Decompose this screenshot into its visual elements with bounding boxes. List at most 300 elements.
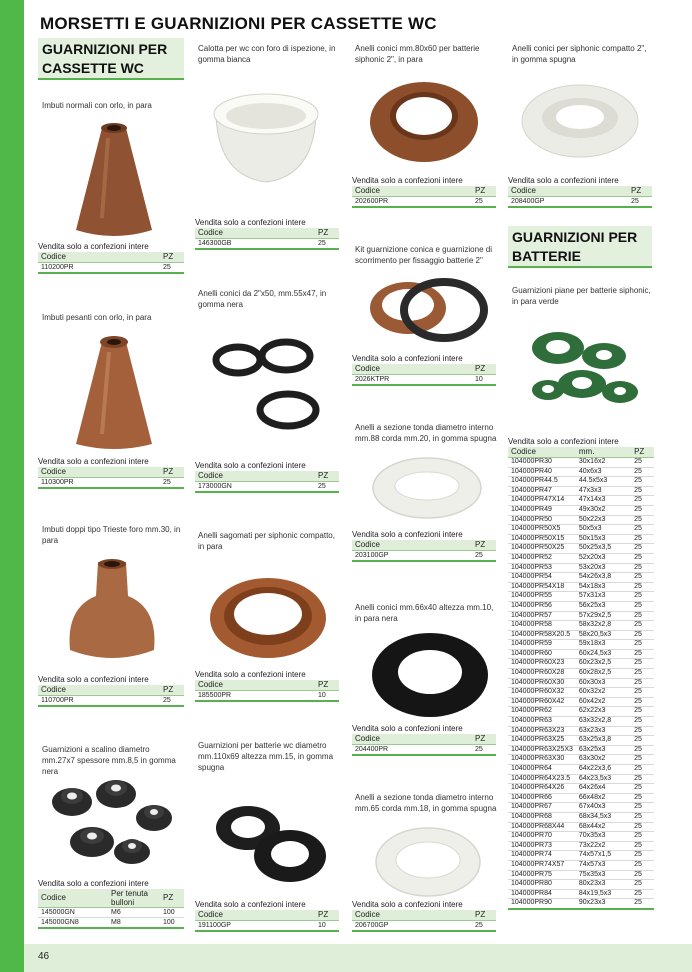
- col-codice: Codice: [508, 447, 576, 458]
- vendita-note: Vendita solo a confezioni intere: [508, 437, 619, 446]
- vendita-note: Vendita solo a confezioni intere: [38, 879, 149, 888]
- code-cell: 104000PR50X15: [508, 534, 576, 544]
- pz-cell: 25: [160, 696, 184, 707]
- pz-cell: 25: [631, 573, 654, 583]
- mm-cell: 56x25x3: [576, 601, 631, 611]
- code-cell: 104000PR59: [508, 640, 576, 650]
- product-description: Anelli a sezione tonda diametro interno mm.88 corda mm.20, in gomma spugna: [355, 423, 497, 443]
- product-image-imbuto-doppio: [62, 556, 162, 666]
- table-row: [508, 477, 654, 487]
- product-table: [508, 186, 652, 208]
- code-cell: 185500PR: [195, 691, 315, 702]
- pz-cell: 25: [631, 669, 654, 679]
- product-description: Imbuti doppi tipo Trieste foro mm.30, in para: [42, 525, 181, 545]
- mm-cell: 60x32x2: [576, 688, 631, 698]
- pz-cell: 25: [631, 621, 654, 631]
- section-header-batterie: [508, 226, 652, 268]
- table-row: [508, 688, 654, 698]
- mm-cell: 64x22x3,6: [576, 765, 631, 775]
- table-row: [508, 544, 654, 554]
- code-cell: 145000GN: [38, 908, 108, 918]
- code-cell: 104000PR63X23: [508, 726, 576, 736]
- mm-cell: 67x40x3: [576, 803, 631, 813]
- table-row: [508, 458, 654, 468]
- col-codice: Codice: [195, 910, 315, 921]
- pz-cell: 25: [631, 774, 654, 784]
- col-mm: mm.: [576, 447, 631, 458]
- mm-cell: 75x35x3: [576, 870, 631, 880]
- mm-cell: 64x23,5x3: [576, 774, 631, 784]
- table-row: [508, 467, 654, 477]
- table-row: [508, 621, 654, 631]
- code-cell: 104000PR70: [508, 832, 576, 842]
- mm-cell: 74x57x1,5: [576, 851, 631, 861]
- section-header-wc: [38, 38, 184, 80]
- page-footer: [24, 944, 692, 972]
- col-tenuta: Per tenuta bulloni: [108, 889, 160, 908]
- code-cell: 104000PR74X57: [508, 860, 576, 870]
- product-description: Anelli conici mm.66x40 altezza mm.10, in para nera: [355, 603, 494, 623]
- product-table: [195, 228, 339, 250]
- code-cell: 104000PR47: [508, 486, 576, 496]
- col-pz: PZ: [472, 364, 496, 375]
- col-codice: Codice: [195, 680, 315, 691]
- col-pz: PZ: [628, 186, 652, 197]
- mm-cell: 60x30x3: [576, 678, 631, 688]
- pz-cell: 25: [631, 611, 654, 621]
- mm-cell: 62x22x3: [576, 707, 631, 717]
- col-pz: PZ: [160, 685, 184, 696]
- code-cell: 104000PR74: [508, 851, 576, 861]
- product-description: Anelli conici da 2"x50, mm.55x47, in gomma nera: [198, 289, 327, 309]
- mm-cell: 60x28x2,5: [576, 669, 631, 679]
- col-pz: PZ: [160, 467, 184, 478]
- pz-cell: 100: [160, 918, 184, 929]
- pz-cell: 25: [631, 697, 654, 707]
- page-title: MORSETTI E GUARNIZIONI PER CASSETTE WC: [40, 14, 437, 33]
- code-cell: 104000PR75: [508, 870, 576, 880]
- product-description: Calotta per wc con foro di ispezione, in gomma bianca: [198, 44, 336, 64]
- table-row: [508, 563, 654, 573]
- code-cell: 104000PR64: [508, 765, 576, 775]
- code-cell: 146300GB: [195, 239, 315, 250]
- mm-cell: 47x14x3: [576, 496, 631, 506]
- code-cell: 104000PR62: [508, 707, 576, 717]
- pz-cell: 25: [631, 458, 654, 468]
- code-cell: 208400GP: [508, 197, 628, 208]
- pz-cell: 25: [631, 860, 654, 870]
- table-row: [508, 630, 654, 640]
- code-cell: 104000PR60X28: [508, 669, 576, 679]
- col-pz: PZ: [160, 889, 184, 908]
- product-image-anello-conico-para: [364, 70, 484, 170]
- pz-cell: 25: [631, 477, 654, 487]
- vendita-note: Vendita solo a confezioni intere: [352, 354, 463, 363]
- pz-cell: 25: [631, 717, 654, 727]
- pz-cell: 10: [315, 691, 339, 702]
- col-codice: Codice: [508, 186, 628, 197]
- mm-cell: 80x23x3: [576, 880, 631, 890]
- pz-cell: 25: [631, 601, 654, 611]
- product-image-anello-tondo-piccolo: [370, 822, 486, 902]
- pz-cell: 25: [631, 582, 654, 592]
- col-codice: Codice: [38, 467, 160, 478]
- code-cell: 191100GP: [195, 921, 315, 932]
- mm-cell: 63x23x3: [576, 726, 631, 736]
- code-cell: 204400PR: [352, 745, 472, 756]
- code-cell: 104000PR50X5: [508, 525, 576, 535]
- table-row: [508, 880, 654, 890]
- pz-cell: 25: [631, 851, 654, 861]
- code-cell: 104000PR58: [508, 621, 576, 631]
- product-image-kit-guarnizione: [364, 272, 488, 348]
- pz-cell: 25: [631, 525, 654, 535]
- code-cell: 104000PR60X23: [508, 659, 576, 669]
- pz-cell: 25: [631, 563, 654, 573]
- pz-cell: 25: [631, 803, 654, 813]
- table-row: [508, 515, 654, 525]
- code-cell: 104000PR52: [508, 553, 576, 563]
- mm-cell: 70x35x3: [576, 832, 631, 842]
- vendita-note: Vendita solo a confezioni intere: [38, 457, 149, 466]
- pz-cell: 25: [628, 197, 652, 208]
- col-pz: PZ: [160, 252, 184, 263]
- table-row: [508, 765, 654, 775]
- product-image-anello-sagomato: [206, 570, 330, 666]
- mm-cell: 64x26x4: [576, 784, 631, 794]
- vendita-note: Vendita solo a confezioni intere: [508, 176, 619, 185]
- pz-cell: 25: [631, 515, 654, 525]
- vendita-note: Vendita solo a confezioni intere: [352, 530, 463, 539]
- mm-cell: 63x25x3,8: [576, 736, 631, 746]
- mm-cell: 54x26x3,8: [576, 573, 631, 583]
- pz-cell: 25: [631, 745, 654, 755]
- table-row: [508, 793, 654, 803]
- table-row: [508, 611, 654, 621]
- mm-cell: 60x24,5x3: [576, 649, 631, 659]
- table-row: [508, 553, 654, 563]
- table-row: [508, 736, 654, 746]
- pz-cell: 25: [631, 899, 654, 909]
- vendita-note: Vendita solo a confezioni intere: [195, 900, 306, 909]
- mm-cell: 63x30x2: [576, 755, 631, 765]
- table-row: [508, 582, 654, 592]
- code-cell: 104000PR57: [508, 611, 576, 621]
- code-cell: 104000PR68X44: [508, 822, 576, 832]
- code-cell: 104000PR44.5: [508, 477, 576, 487]
- table-row: [508, 678, 654, 688]
- mm-cell: 58x32x2,8: [576, 621, 631, 631]
- col-codice: Codice: [352, 540, 472, 551]
- col-pz: PZ: [472, 734, 496, 745]
- code-cell: 104000PR64X26: [508, 784, 576, 794]
- pz-cell: 25: [631, 659, 654, 669]
- pz-cell: 25: [160, 478, 184, 489]
- product-description: Kit guarnizione conica e guarnizione di scorrimento per fissaggio batterie 2": [355, 245, 492, 265]
- mm-cell: 68x34,5x3: [576, 812, 631, 822]
- pz-cell: 25: [472, 551, 496, 562]
- mm-cell: 44.5x5x3: [576, 477, 631, 487]
- vendita-note: Vendita solo a confezioni intere: [352, 900, 463, 909]
- code-cell: 173000GN: [195, 482, 315, 493]
- batterie-table: [508, 447, 654, 910]
- table-row: [508, 851, 654, 861]
- pz-cell: 25: [631, 496, 654, 506]
- pz-cell: 25: [631, 880, 654, 890]
- col-codice: Codice: [38, 889, 108, 908]
- table-row: [508, 812, 654, 822]
- col-codice: Codice: [352, 364, 472, 375]
- mm-cell: 60x23x2,5: [576, 659, 631, 669]
- vendita-note: Vendita solo a confezioni intere: [352, 724, 463, 733]
- code-cell: 104000PR53: [508, 563, 576, 573]
- product-image-anello-tondo-bianco: [368, 452, 486, 524]
- table-row: [508, 841, 654, 851]
- table-row: [508, 889, 654, 899]
- pz-cell: 25: [472, 197, 496, 208]
- pz-cell: 25: [631, 755, 654, 765]
- pz-cell: 25: [631, 505, 654, 515]
- table-row: [508, 573, 654, 583]
- pz-cell: 25: [315, 239, 339, 250]
- table-row: [508, 822, 654, 832]
- table-row: [508, 697, 654, 707]
- mm-cell: 50x15x3: [576, 534, 631, 544]
- code-cell: 104000PR50X25: [508, 544, 576, 554]
- product-description: Anelli conici mm.80x60 per batterie siphonic 2", in para: [355, 44, 480, 64]
- table-row: [508, 899, 654, 909]
- mm-cell: 74x57x3: [576, 860, 631, 870]
- product-image-calotta: [204, 86, 328, 190]
- pz-cell: 25: [472, 921, 496, 932]
- table-row: [508, 784, 654, 794]
- code-cell: 110700PR: [38, 696, 160, 707]
- pz-cell: 25: [631, 726, 654, 736]
- mm-cell: 59x18x3: [576, 640, 631, 650]
- pz-cell: 25: [631, 822, 654, 832]
- product-table: [352, 734, 496, 756]
- col-codice: Codice: [352, 186, 472, 197]
- mm-cell: 53x20x3: [576, 563, 631, 573]
- table-row: [508, 832, 654, 842]
- pz-cell: 25: [631, 688, 654, 698]
- mm-cell: 50x5x3: [576, 525, 631, 535]
- vendita-note: Vendita solo a confezioni intere: [38, 675, 149, 684]
- code-cell: 104000PR49: [508, 505, 576, 515]
- tenuta-cell: M6: [108, 908, 160, 918]
- code-cell: 104000PR63: [508, 717, 576, 727]
- product-image-anello-siphonic-spugna: [518, 78, 642, 164]
- code-cell: 104000PR60X30: [508, 678, 576, 688]
- code-cell: 104000PR90: [508, 899, 576, 909]
- pz-cell: 25: [631, 784, 654, 794]
- table-row: [508, 745, 654, 755]
- code-cell: 104000PR56: [508, 601, 576, 611]
- table-row: [508, 774, 654, 784]
- pz-cell: 25: [631, 889, 654, 899]
- code-cell: 104000PR54: [508, 573, 576, 583]
- table-row: [508, 505, 654, 515]
- col-pz: PZ: [315, 680, 339, 691]
- table-row: [508, 870, 654, 880]
- product-image-anello-conico-nero: [368, 628, 492, 722]
- table-row: [508, 860, 654, 870]
- product-image-anelli-conici-neri: [208, 330, 328, 440]
- code-cell: 104000PR66: [508, 793, 576, 803]
- pz-cell: 10: [472, 375, 496, 386]
- product-table: [195, 680, 339, 702]
- pz-cell: 25: [472, 745, 496, 756]
- table-row: [508, 601, 654, 611]
- table-row: [508, 592, 654, 602]
- mm-cell: 57x31x3: [576, 592, 631, 602]
- col-pz: PZ: [315, 228, 339, 239]
- code-cell: 104000PR63X25: [508, 736, 576, 746]
- product-table: [352, 540, 496, 562]
- pz-cell: 25: [631, 592, 654, 602]
- product-image-imbuto-normale: [72, 118, 156, 238]
- code-cell: 104000PR30: [508, 458, 576, 468]
- col-pz: PZ: [472, 186, 496, 197]
- col-codice: Codice: [195, 471, 315, 482]
- mm-cell: 30x16x2: [576, 458, 631, 468]
- mm-cell: 54x18x3: [576, 582, 631, 592]
- pz-cell: 25: [631, 678, 654, 688]
- mm-cell: 57x29x2,5: [576, 611, 631, 621]
- product-description: Guarnizioni per batterie wc diametro mm.110x69 altezza mm.15, in gomma spugna: [198, 741, 334, 772]
- pz-cell: 25: [631, 467, 654, 477]
- vendita-note: Vendita solo a confezioni intere: [352, 176, 463, 185]
- pz-cell: 25: [631, 553, 654, 563]
- product-table: [195, 471, 339, 493]
- pz-cell: 25: [631, 870, 654, 880]
- mm-cell: 50x25x3,5: [576, 544, 631, 554]
- pz-cell: 100: [160, 908, 184, 918]
- side-accent-bar: [0, 0, 24, 972]
- product-image-guarnizioni-verdi: [520, 320, 640, 420]
- table-row: [508, 707, 654, 717]
- pz-cell: 25: [631, 534, 654, 544]
- pz-cell: 25: [631, 841, 654, 851]
- col-pz: PZ: [315, 471, 339, 482]
- vendita-note: Vendita solo a confezioni intere: [38, 242, 149, 251]
- pz-cell: 25: [631, 793, 654, 803]
- pz-cell: 25: [631, 630, 654, 640]
- product-table: [38, 889, 184, 929]
- col-pz: PZ: [472, 910, 496, 921]
- tenuta-cell: M8: [108, 918, 160, 929]
- product-table: [352, 364, 496, 386]
- mm-cell: 47x3x3: [576, 486, 631, 496]
- mm-cell: 60x42x2: [576, 697, 631, 707]
- product-image-guarnizioni-scalino: [44, 772, 174, 872]
- code-cell: 104000PR84: [508, 889, 576, 899]
- code-cell: 110200PR: [38, 263, 160, 274]
- product-table: [352, 186, 496, 208]
- product-table: [38, 685, 184, 707]
- col-codice: Codice: [352, 734, 472, 745]
- mm-cell: 52x20x3: [576, 553, 631, 563]
- product-description: Anelli sagomati per siphonic compatto, in para: [198, 531, 335, 551]
- col-codice: Codice: [38, 685, 160, 696]
- pz-cell: 25: [631, 640, 654, 650]
- mm-cell: 50x22x3: [576, 515, 631, 525]
- mm-cell: 63x25x3: [576, 745, 631, 755]
- pz-cell: 25: [631, 765, 654, 775]
- vendita-note: Vendita solo a confezioni intere: [195, 461, 306, 470]
- col-codice: Codice: [352, 910, 472, 921]
- code-cell: 104000PR67: [508, 803, 576, 813]
- vendita-note: Vendita solo a confezioni intere: [195, 670, 306, 679]
- code-cell: 104000PR68: [508, 812, 576, 822]
- pz-cell: 25: [631, 812, 654, 822]
- code-cell: 104000PR80: [508, 880, 576, 890]
- product-table: [38, 467, 184, 489]
- code-cell: 104000PR63X30: [508, 755, 576, 765]
- vendita-note: Vendita solo a confezioni intere: [195, 218, 306, 227]
- product-description: Guarnizioni piane per batterie siphonic, in para verde: [512, 286, 651, 306]
- product-table: [352, 910, 496, 932]
- table-row: [508, 726, 654, 736]
- product-description: Imbuti normali con orlo, in para: [42, 101, 152, 110]
- product-table: [38, 252, 184, 274]
- mm-cell: 63x32x2,8: [576, 717, 631, 727]
- code-cell: 2026KTPR: [352, 375, 472, 386]
- table-row: [508, 486, 654, 496]
- code-cell: 145000GN8: [38, 918, 108, 929]
- code-cell: 104000PR50: [508, 515, 576, 525]
- product-description: Imbuti pesanti con orlo, in para: [42, 313, 152, 322]
- code-cell: 203100GP: [352, 551, 472, 562]
- product-description: Guarnizioni a scalino diametro mm.27x7 spessore mm.8,5 in gomma nera: [42, 745, 176, 776]
- pz-cell: 25: [631, 707, 654, 717]
- table-row: [508, 717, 654, 727]
- col-pz: PZ: [315, 910, 339, 921]
- pz-cell: 25: [631, 486, 654, 496]
- code-cell: 104000PR60: [508, 649, 576, 659]
- mm-cell: 68x44x2: [576, 822, 631, 832]
- mm-cell: 66x48x2: [576, 793, 631, 803]
- code-cell: 104000PR47X14: [508, 496, 576, 506]
- product-image-guarnizioni-spugna-nere: [208, 792, 332, 892]
- mm-cell: 90x23x3: [576, 899, 631, 909]
- code-cell: 104000PR40: [508, 467, 576, 477]
- code-cell: 110300PR: [38, 478, 160, 489]
- table-row: [508, 803, 654, 813]
- table-row: [508, 496, 654, 506]
- pz-cell: 25: [631, 544, 654, 554]
- code-cell: 104000PR63X25X3: [508, 745, 576, 755]
- mm-cell: 49x30x2: [576, 505, 631, 515]
- mm-cell: 58x20,5x3: [576, 630, 631, 640]
- mm-cell: 73x22x2: [576, 841, 631, 851]
- col-pz: PZ: [631, 447, 654, 458]
- code-cell: 104000PR54X18: [508, 582, 576, 592]
- code-cell: 104000PR73: [508, 841, 576, 851]
- pz-cell: 25: [631, 736, 654, 746]
- col-codice: Codice: [38, 252, 160, 263]
- pz-cell: 25: [631, 832, 654, 842]
- table-row: [508, 640, 654, 650]
- section-title: GUARNIZIONI PER BATTERIE: [512, 229, 638, 264]
- code-cell: 104000PR60X42: [508, 697, 576, 707]
- table-row: [508, 534, 654, 544]
- product-table: [195, 910, 339, 932]
- pz-cell: 25: [315, 482, 339, 493]
- mm-cell: 84x19,5x3: [576, 889, 631, 899]
- pz-cell: 25: [160, 263, 184, 274]
- code-cell: 104000PR55: [508, 592, 576, 602]
